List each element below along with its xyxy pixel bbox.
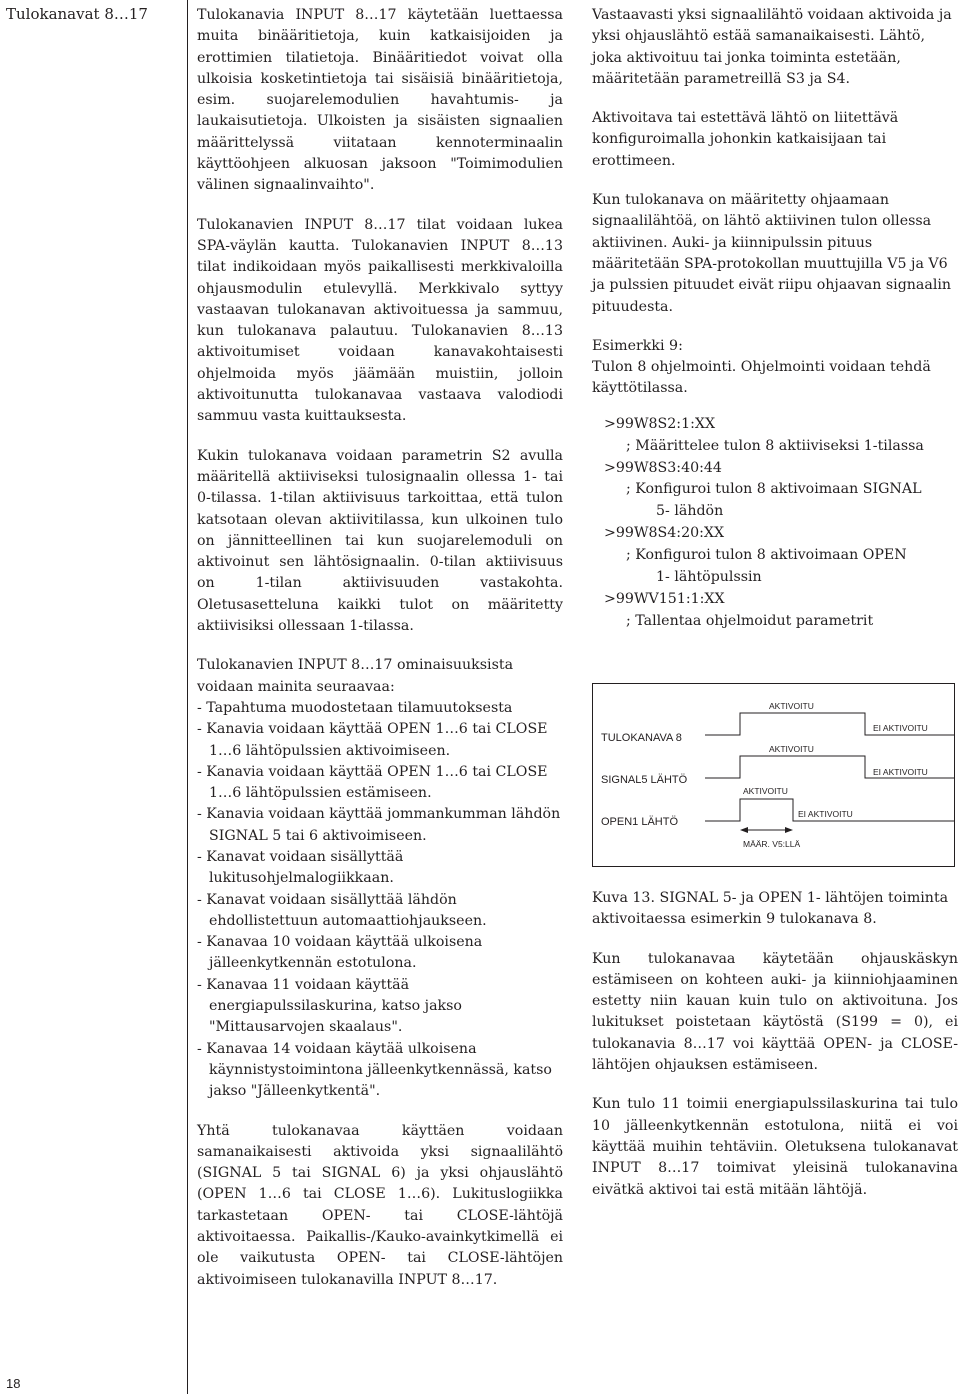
list-item: - Tapahtuma muodostetaan tilamuutoksesta — [197, 699, 513, 716]
diagram-pulse-length-note: MÄÄR. V5:LLÄ — [743, 839, 801, 849]
code-comment-continued: 1- lähtöpulssin — [656, 569, 762, 586]
example-text: Tulon 8 ohjelmointi. Ohjelmointi voidaan tehdä käyttötilassa. — [592, 359, 931, 397]
list-item: - Kanavia voidaan käyttää jommankumman lähdön SIGNAL 5 tai 6 aktivoimiseen. — [197, 806, 561, 844]
diagram-state-inactive: EI AKTIVOITU — [873, 767, 928, 777]
paragraph-spa-reading: Tulokanavien INPUT 8…17 tilat voidaan lukea SPA-väylän kautta. Tulokanavien INPUT 8…13 tilat indikoidaan myös paikallisesti merkkivaloilla ohjausmodulin etulevyllä. Merkkivalo syttyy vastaavan tulokanavan aktivoituessa ja sammuu, kun tulokanava palautuu. Tulokanavien 8…13 aktivoitumiset voidaan kanavakohtaisesti ohjelmoida myös jäämään muistiin, jolloin aktivoitunutta tulokanavaa vastaava valodiodi sammuu vasta kuittauksesta. — [197, 216, 563, 425]
features-list — [197, 698, 563, 1103]
code-comment: ; Määrittelee tulon 8 aktiiviseksi 1-tilassa — [626, 437, 924, 454]
list-item: - Kanavia voidaan käyttää OPEN 1…6 tai CLOSE 1…6 lähtöpulssien aktivoimiseen. — [197, 721, 548, 759]
code-command: >99W8S3:40:44 — [604, 459, 722, 476]
paragraph-simultaneous: Yhtä tulokanavaa käyttäen voidaan samanaikaisesti aktivoida yksi signaalilähtö (SIGNAL 5 tai SIGNAL 6) ja yksi ohjauslähtö (OPEN 1…6 tai CLOSE 1…6). Lukituslogiikka tarkastetaan OPEN- tai CLOSE-lähtöjä aktivoitaessa. Paikallis-/Kauko-avainkytkimellä ei ole vaikutusta OPEN- tai CLOSE-lähtöjen aktivoimiseen tulokanavilla INPUT 8…17. — [197, 1122, 563, 1288]
code-command: >99WV151:1:XX — [604, 591, 725, 607]
code-command: >99W8S2:1:XX — [604, 415, 716, 432]
features-block — [197, 655, 563, 1102]
paragraph-configuration: Aktivoitava tai estettävä lähtö on liitettävä konfiguroimalla johonkin katkaisijaan tai erottimeen. — [592, 110, 899, 169]
right-column — [592, 5, 958, 633]
example-title: Esimerkki 9: — [592, 337, 683, 354]
code-comment: ; Konfiguroi tulon 8 aktivoimaan OPEN — [626, 547, 907, 564]
diagram-label-signal: SIGNAL5 LÄHTÖ — [601, 774, 688, 786]
left-column — [197, 5, 563, 1309]
paragraph-input-intro: Tulokanavia INPUT 8…17 käytetään luettaessa muita binääritietoja, kuin katkaisijoiden ja erottimien tilatietoja. Binääritiedot voivat olla ulkoisia kosketintietoja tai sisäisiä binääritietoja, esim. suojarelemodulien havahtumis- ja laukaisutietoja. Ulkoisten ja sisäisten signaalien määrittelyssä viitataan kennoterminaalin käyttöohjeen alkuosan jaksoon "Toimimodulien välinen signaalinvaihto". — [197, 7, 563, 194]
diagram-label-open: OPEN1 LÄHTÖ — [601, 816, 679, 828]
paragraph-signal-output: Kun tulokanava on määritetty ohjaamaan signaalilähtöä, on lähtö aktiivinen tulon ollessa aktiivinen. Auki- ja kiinnipulssin pituus määritetään SPA-protokollan muuttujilla V5 ja V6 ja pulssien pituudet eivät riipu ohjaavan signaalin pituudesta. — [592, 192, 952, 315]
code-comment-continued: 5- lähdön — [656, 503, 724, 520]
paragraph-blocking-command: Kun tulokanavaa käytetään ohjauskäskyn estämiseen on kohteen auki- ja kiinniohjaaminen estetty niin kauan kuin tulo on aktivoituna. Jos lukitukset poistetaan käytöstä (S199 = 0), ei tulokanavia 8…17 voi käyttää OPEN- ja CLOSE-lähtöjen ohjauksen estämiseen. — [592, 950, 958, 1074]
example-block — [592, 336, 958, 400]
code-command: >99W8S4:20:XX — [604, 525, 725, 542]
paragraph-active-state: Kukin tulokanava voidaan parametrin S2 avulla määritellä aktiiviseksi tulosignaalin ollessa 1- tai 0-tilassa. 1-tilan aktiivisuus tarkoittaa, että tulon katsotaan olevan aktiivitilassa, kun ulkoinen tulo on jännitteellinen tai kun suojarelemoduli on aktivoinut sen lähtösignaalin. 0-tilan aktiivisuus on 1-tilan aktiivisuuden vastakohta. Oletusasetteluna kaikki tulot on määritetty aktiivisiksi ollessaan 1-tilassa. — [197, 447, 563, 635]
code-comment: ; Konfiguroi tulon 8 aktivoimaan SIGNAL — [626, 481, 922, 498]
features-intro: Tulokanavien INPUT 8…17 ominaisuuksista voidaan mainita seuraavaa: — [197, 657, 514, 695]
list-item: - Kanavat voidaan sisällyttää lukitusohjelmalogiikkaan. — [197, 848, 404, 887]
arrow-head-left — [740, 827, 748, 833]
section-side-title: Tulokanavat 8…17 — [6, 5, 148, 23]
list-item: - Kanavaa 10 voidaan käyttää ulkoisena jälleenkytkennän estotulona. — [197, 934, 483, 972]
code-comment: ; Tallentaa ohjelmoidut parametrit — [626, 612, 874, 629]
diagram-state-inactive: EI AKTIVOITU — [873, 723, 928, 733]
right-column-lower — [592, 888, 958, 1219]
timing-diagram — [592, 683, 955, 867]
diagram-label-input: TULOKANAVA 8 — [601, 732, 682, 744]
list-item: - Kanavaa 11 voidaan käyttää energiapulssilaskurina, katso jakso "Mittausarvojen skaalaus". — [197, 976, 462, 1036]
diagram-state-inactive: EI AKTIVOITU — [798, 809, 853, 819]
diagram-state-active: AKTIVOITU — [769, 701, 814, 711]
figure-caption: Kuva 13. SIGNAL 5- ja OPEN 1- lähtöjen toiminta aktivoitaessa esimerkin 9 tulokanava 8. — [592, 890, 949, 928]
diagram-state-active: AKTIVOITU — [743, 786, 788, 796]
column-divider — [187, 0, 188, 1394]
list-item: - Kanavia voidaan käyttää OPEN 1…6 tai CLOSE 1…6 lähtöpulssien estämiseen. — [197, 763, 548, 802]
example-code — [592, 414, 958, 633]
paragraph-energy-counter: Kun tulo 11 toimii energiapulssilaskurina tai tulo 10 jälleenkytkennän estotulona, niitä ei voi käyttää muihin tehtäviin. Oletuksena tulokanavat INPUT 8…17 toimivat yleisinä tulokanavina eivätkä aktivoi tai estä mitään lähtöjä. — [592, 1096, 958, 1198]
diagram-state-active: AKTIVOITU — [769, 744, 814, 754]
page-number: 18 — [6, 1376, 21, 1391]
list-item: - Kanavaa 14 voidaan käytää ulkoisena käynnistystoimintona jälleenkytkennässä, katso jakso "Jälleenkytkentä". — [197, 1040, 552, 1100]
paragraph-output-blocking: Vastaavasti yksi signaalilähtö voidaan aktivoida ja yksi ohjauslähtö estää samanaikaisesti. Lähtö, joka aktivoituu tai jonka toiminta estetään, määritetään parametreillä S3 ja S4. — [592, 7, 952, 87]
arrow-head-right — [785, 827, 793, 833]
list-item: - Kanavat voidaan sisällyttää lähdön ehdollistettuun automaattiohjaukseen. — [197, 891, 487, 929]
